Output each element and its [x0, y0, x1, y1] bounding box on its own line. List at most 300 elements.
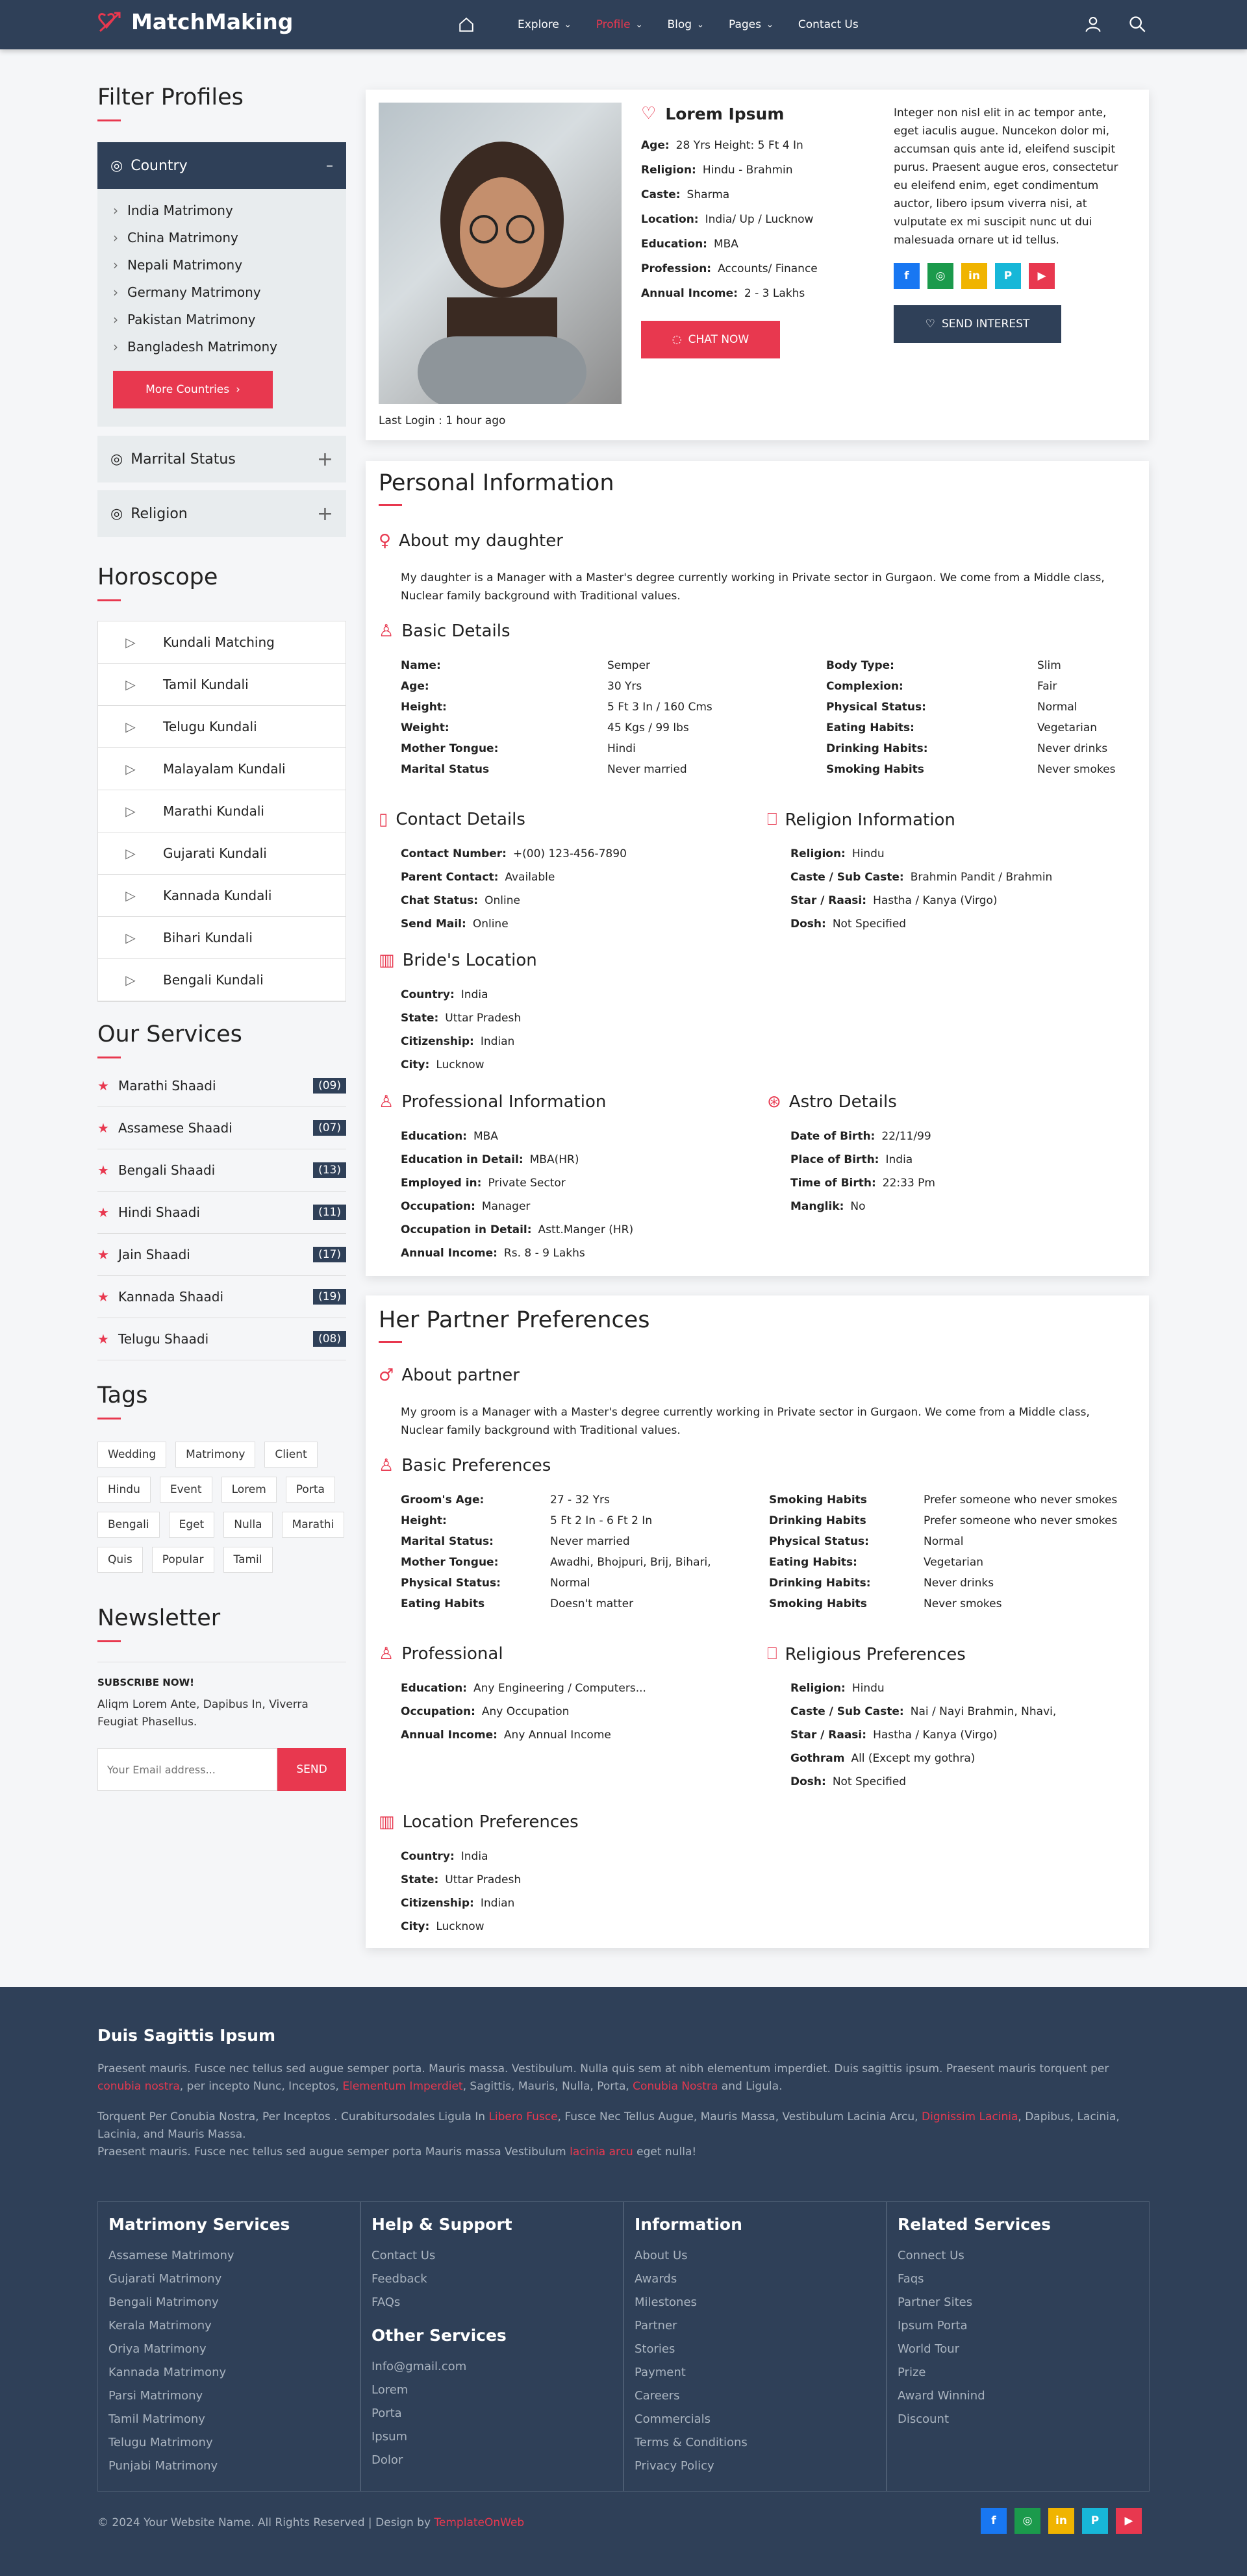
field-value: Rs. 8 - 9 Lakhs [503, 1247, 585, 1260]
field-key: Name: [401, 659, 441, 672]
horoscope-item[interactable] [98, 832, 346, 875]
field-value: MBA(HR) [529, 1153, 579, 1166]
accordion-marital-status[interactable]: ◎ Marrital Status + [97, 436, 346, 482]
info-row [790, 1153, 935, 1177]
service-label: Hindi Shaadi [118, 1205, 200, 1220]
field-value: Slim [1037, 659, 1061, 672]
service-count: (11) [313, 1205, 346, 1220]
field-key: Height: [401, 701, 447, 714]
info-row [401, 1058, 521, 1082]
tag-item[interactable]: Tamil [223, 1547, 273, 1573]
field-key: Caste / Sub Caste: [790, 871, 904, 884]
field-value: Never married [607, 763, 687, 776]
horoscope-item[interactable] [98, 748, 346, 790]
horoscope-label: Gujarati Kundali [163, 845, 267, 861]
info-row [401, 1682, 646, 1705]
info-row [790, 894, 1052, 918]
field-value: 22/11/99 [881, 1130, 931, 1143]
footer-link[interactable]: Kannada Matrimony [108, 2366, 227, 2379]
field-value: 30 Yrs [607, 680, 642, 693]
accordion-religion[interactable]: ◎ Religion + [97, 490, 346, 537]
country-item[interactable] [113, 333, 331, 360]
info-row [790, 918, 1052, 941]
field-key: Drinking Habits [769, 1514, 866, 1527]
country-item[interactable] [113, 251, 331, 279]
facebook-icon[interactable]: f [981, 2508, 1007, 2534]
field-value: MBA [473, 1130, 498, 1143]
personal-title: Personal Information [379, 470, 614, 496]
field-value: Normal [1037, 701, 1077, 714]
last-login: Last Login : 1 hour ago [379, 414, 506, 427]
religion-info-list [790, 847, 1052, 941]
footer-paragraph-3: Praesent mauris. Fusce nec tellus sed augue semper porta Mauris massa Vestibulum lacinia arcu eget nulla! [97, 2145, 697, 2158]
field-value: Never smokes [924, 1597, 1002, 1610]
field-value: Available [505, 871, 555, 884]
star-icon: ★ [97, 1205, 109, 1220]
footer-link[interactable]: Porta [372, 2407, 402, 2420]
email-input[interactable] [97, 1748, 277, 1791]
title-underline [97, 119, 121, 121]
horoscope-item[interactable] [98, 959, 346, 1001]
info-row [401, 1200, 633, 1223]
field-value: Any Occupation [481, 1705, 570, 1718]
horoscope-label: Bengali Kundali [163, 972, 264, 988]
info-row [401, 871, 627, 894]
footer-link[interactable]: lacinia arcu [570, 2145, 633, 2158]
service-label: Telugu Shaadi [118, 1331, 209, 1347]
religious-pref-list [790, 1682, 1056, 1799]
footer-paragraph-2: Torquent Per Conubia Nostra, Per Inceptos . Curabitursodales Ligula In Libero Fusce, Fusce Nec Tellus Augue, Mauris Massa, Vestibulum Lacinia Arcu, Dignissim Lacinia, Dapibus, Lacinia, Lacinia, and Mauris Massa. [97, 2110, 1120, 2141]
facebook-icon[interactable]: f [894, 263, 920, 289]
professional-pref-heading: ♙ Professional [379, 1644, 503, 1664]
youtube-icon[interactable]: ▶ [1116, 2508, 1142, 2534]
heart-arrow-icon [97, 10, 123, 34]
info-row [790, 1775, 1056, 1799]
field-key: Eating Habits [401, 1597, 485, 1610]
field-key: Physical Status: [769, 1535, 869, 1548]
field-value: Prefer someone who never smokes [924, 1514, 1118, 1527]
professional-info-list [401, 1130, 633, 1270]
search-icon[interactable] [1128, 15, 1146, 33]
horoscope-item[interactable] [98, 790, 346, 832]
field-key: Groom's Age: [401, 1494, 485, 1507]
field-key: Mother Tongue: [401, 1556, 499, 1569]
linkedin-icon[interactable]: in [961, 263, 987, 289]
footer-link[interactable]: Prize [898, 2366, 926, 2379]
tag-item[interactable]: Marathi [282, 1512, 345, 1538]
nav-profile[interactable]: Profile ⌄ [596, 18, 643, 31]
info-row [401, 1920, 521, 1944]
profile-summary [641, 139, 818, 312]
footer-link[interactable]: Privacy Policy [635, 2459, 714, 2473]
footer-link[interactable]: Stories [635, 2342, 675, 2356]
country-item[interactable] [113, 197, 331, 224]
info-row [790, 1752, 1056, 1775]
tag-item[interactable]: Eget [169, 1512, 215, 1538]
religious-pref-heading: ⎕ Religious Preferences [767, 1644, 966, 1664]
service-label: Assamese Shaadi [118, 1120, 233, 1136]
field-value: MBA [713, 238, 738, 251]
field-key: Send Mail: [401, 918, 466, 931]
service-item[interactable] [97, 1234, 346, 1276]
field-value: Uttar Pradesh [445, 1012, 522, 1025]
info-row [401, 988, 521, 1012]
info-row [790, 1682, 1056, 1705]
info-row [401, 1729, 646, 1752]
info-row [401, 1705, 646, 1729]
field-key: Education: [641, 238, 707, 251]
field-key: Gothram [790, 1752, 845, 1765]
astro-details-list [790, 1130, 935, 1223]
profile-field [641, 164, 818, 188]
country-item[interactable] [113, 306, 331, 333]
info-row [401, 1153, 633, 1177]
heart-icon[interactable]: ♡ [641, 104, 657, 123]
info-row [401, 847, 627, 871]
footer-link[interactable]: Feedback [372, 2272, 427, 2286]
designer-link[interactable]: TemplateOnWeb [434, 2516, 525, 2529]
more-countries-button[interactable]: More Countries › [113, 371, 273, 408]
field-key: Star / Raasi: [790, 1729, 867, 1742]
country-item[interactable] [113, 224, 331, 251]
field-key: State: [401, 1012, 439, 1025]
field-value: Hastha / Kanya (Virgo) [873, 894, 998, 907]
footer-link[interactable]: Punjabi Matrimony [108, 2459, 218, 2473]
footer-link[interactable]: Conubia Nostra [633, 2080, 718, 2093]
tag-item[interactable]: Bengali [97, 1512, 160, 1538]
field-value: Brahmin Pandit / Brahmin [910, 871, 1053, 884]
field-key: Religion: [790, 847, 846, 860]
field-value: Hindi [607, 742, 636, 755]
field-value: Indian [480, 1897, 515, 1910]
field-value: Semper [607, 659, 651, 672]
field-key: Location: [641, 213, 699, 226]
footer-col-information: Information About Us Awards Milestones Partner Stories Payment Careers Commercials Terms & Conditions Privacy Policy [624, 2201, 887, 2492]
field-value: Indian [480, 1035, 515, 1048]
footer-link[interactable]: About Us [635, 2249, 688, 2262]
footer-link[interactable]: Payment [635, 2366, 686, 2379]
footer-link[interactable]: Milestones [635, 2295, 697, 2309]
field-key: Citizenship: [401, 1897, 474, 1910]
send-interest-button[interactable]: ♡ SEND INTEREST [894, 305, 1061, 343]
tag-item[interactable]: Matrimony [175, 1442, 255, 1468]
field-value: Hindu - Brahmin [702, 164, 793, 177]
footer-link[interactable]: Parsi Matrimony [108, 2389, 203, 2403]
field-key: Country: [401, 988, 455, 1001]
newsletter-title: Newsletter [97, 1605, 221, 1631]
footer-col-related: Related Services Connect Us Faqs Partner Sites Ipsum Porta World Tour Prize Award Winnind Discount [887, 2201, 1150, 2492]
info-row [790, 1177, 935, 1200]
footer-link[interactable]: Assamese Matrimony [108, 2249, 234, 2262]
field-key: Parent Contact: [401, 871, 499, 884]
field-value: Uttar Pradesh [445, 1873, 522, 1886]
service-item[interactable] [97, 1318, 346, 1360]
field-key: Time of Birth: [790, 1177, 876, 1190]
country-label: Bangladesh Matrimony [127, 339, 277, 355]
chevron-right-icon: › [113, 203, 118, 218]
field-key: Education in Detail: [401, 1153, 523, 1166]
field-key: Date of Birth: [790, 1130, 875, 1143]
footer-link[interactable]: Contact Us [372, 2249, 436, 2262]
footer-link[interactable]: Careers [635, 2389, 680, 2403]
footer-link[interactable]: conubia nostra [97, 2080, 180, 2093]
info-row [401, 1130, 633, 1153]
pinterest-icon[interactable]: P [1082, 2508, 1108, 2534]
info-row [790, 1200, 935, 1223]
nav-blog[interactable]: Blog ⌄ [667, 18, 704, 31]
field-value: Hindu [851, 1682, 885, 1695]
footer-link[interactable]: Faqs [898, 2272, 924, 2286]
footer-link[interactable]: Libero Fusce [488, 2110, 558, 2123]
footer-link[interactable]: Dolor [372, 2453, 403, 2467]
filter-title: Filter Profiles [97, 84, 244, 110]
footer-link[interactable]: Lorem [372, 2383, 409, 2397]
about-partner-heading: ♂ About partner [379, 1366, 520, 1385]
service-count: (13) [313, 1162, 346, 1178]
horoscope-label: Tamil Kundali [163, 677, 249, 692]
footer-col-matrimony: Matrimony Services Assamese Matrimony Gujarati Matrimony Bengali Matrimony Kerala Matrimony Oriya Matrimony Kannada Matrimony Parsi Matrimony Tamil Matrimony Telugu Matrimony Punjabi Matrimony [97, 2201, 360, 2492]
field-key: Height: [401, 1514, 447, 1527]
chevron-right-icon: › [113, 312, 118, 327]
info-row [401, 1223, 633, 1247]
service-label: Marathi Shaadi [118, 1078, 216, 1094]
lifebuoy-icon: ⊛ [767, 1092, 781, 1112]
star-icon: ★ [97, 1162, 109, 1178]
field-value: India [885, 1153, 913, 1166]
field-key: Dosh: [790, 1775, 826, 1788]
field-value: Accounts/ Finance [718, 262, 818, 275]
footer-link[interactable]: Awards [635, 2272, 677, 2286]
field-key: Occupation in Detail: [401, 1223, 532, 1236]
field-value: Fair [1037, 680, 1057, 693]
service-item[interactable] [97, 1065, 346, 1107]
contact-details-heading: ▯ Contact Details [379, 810, 525, 829]
services-title: Our Services [97, 1021, 242, 1047]
field-value: India [460, 1850, 488, 1863]
youtube-icon[interactable]: ▶ [1029, 263, 1055, 289]
horoscope-label: Bihari Kundali [163, 930, 253, 945]
nav-home[interactable] [458, 16, 475, 33]
bride-location-list [401, 988, 521, 1082]
service-item[interactable] [97, 1107, 346, 1149]
play-icon: ▷ [125, 719, 136, 734]
field-value: 28 Yrs Height: 5 Ft 4 In [675, 139, 803, 152]
horoscope-item[interactable] [98, 875, 346, 917]
play-icon: ▷ [125, 761, 136, 777]
user-icon[interactable] [1084, 15, 1102, 33]
field-value: Nai / Nayi Brahmin, Nhavi, [910, 1705, 1057, 1718]
info-row [401, 918, 627, 941]
tag-item[interactable]: Quis [97, 1547, 143, 1573]
field-key: Citizenship: [401, 1035, 474, 1048]
horoscope-label: Marathi Kundali [163, 803, 264, 819]
play-icon: ▷ [125, 888, 136, 903]
field-key: Annual Income: [401, 1729, 498, 1742]
country-label: Germany Matrimony [127, 284, 261, 300]
tag-item[interactable]: Wedding [97, 1442, 166, 1468]
home-icon [458, 16, 475, 33]
service-count: (17) [313, 1247, 346, 1262]
title-underline [97, 1640, 121, 1642]
field-key: Employed in: [401, 1177, 482, 1190]
tag-cloud [97, 1442, 346, 1573]
field-key: Smoking Habits [826, 763, 924, 776]
chevron-down-icon: ⌄ [766, 19, 774, 30]
footer-link[interactable]: Discount [898, 2412, 950, 2426]
footer-link[interactable]: Kerala Matrimony [108, 2319, 212, 2332]
instagram-icon[interactable]: ◎ [927, 263, 953, 289]
footer-link[interactable]: Oriya Matrimony [108, 2342, 207, 2356]
field-key: Profession: [641, 262, 712, 275]
field-value: Sharma [686, 188, 730, 201]
plus-icon: + [316, 447, 333, 471]
chat-now-button[interactable]: ◌ CHAT NOW [641, 321, 780, 358]
footer-link[interactable]: Ipsum [372, 2430, 408, 2444]
partner-title: Her Partner Preferences [379, 1307, 650, 1333]
phone-icon: ▯ [379, 810, 388, 829]
info-row [401, 1897, 521, 1920]
footer-link[interactable]: Partner [635, 2319, 677, 2332]
info-row [401, 1012, 521, 1035]
field-value: Never drinks [924, 1577, 994, 1590]
profile-field [641, 188, 818, 213]
field-value: All (Except my gothra) [851, 1752, 976, 1765]
footer-paragraph-1: Praesent mauris. Fusce nec tellus sed augue semper porta. Mauris massa. Vestibulum. Nulla quis sem at nibh elementum imperdiet. Duis sagittis ipsum. Praesent mauris torquent per conubia nostra, per incepto Nunc, Inceptos, Elementum Imperdiet, Sagittis, Mauris, Nulla, Porta, Conubia Nostra and Ligula. [97, 2062, 1109, 2093]
horoscope-list [97, 621, 346, 1002]
footer-link[interactable]: Gujarati Matrimony [108, 2272, 222, 2286]
footer-link[interactable]: Connect Us [898, 2249, 964, 2262]
horoscope-title: Horoscope [97, 564, 218, 590]
bride-location-heading: ▥ Bride's Location [379, 951, 537, 970]
check-circle-icon: ◎ [110, 505, 123, 522]
horoscope-item[interactable] [98, 664, 346, 706]
field-key: Complexion: [826, 680, 903, 693]
tag-item[interactable]: Nulla [223, 1512, 272, 1538]
nav-contact[interactable]: Contact Us [798, 18, 859, 31]
linkedin-icon[interactable]: in [1048, 2508, 1074, 2534]
star-icon: ★ [97, 1289, 109, 1305]
footer-link[interactable]: Ipsum Porta [898, 2319, 968, 2332]
nav-pages[interactable]: Pages ⌄ [728, 18, 774, 31]
footer-link[interactable]: Info@gmail.com [372, 2360, 467, 2373]
country-label: China Matrimony [127, 230, 238, 245]
field-value: Private Sector [488, 1177, 566, 1190]
basic-details-right [826, 659, 1141, 776]
field-value: Normal [550, 1577, 590, 1590]
play-icon: ▷ [125, 845, 136, 861]
footer-link[interactable]: Bengali Matrimony [108, 2295, 219, 2309]
service-count: (19) [313, 1289, 346, 1305]
chat-icon: ◌ [672, 333, 682, 346]
service-item[interactable] [97, 1149, 346, 1192]
tag-item[interactable]: Event [160, 1477, 212, 1503]
field-value: No [850, 1200, 866, 1213]
horoscope-item[interactable] [98, 706, 346, 748]
basic-details-left [401, 659, 796, 776]
user-icon: ♙ [379, 1644, 394, 1664]
footer-link[interactable]: World Tour [898, 2342, 960, 2356]
country-item[interactable] [113, 279, 331, 306]
pinterest-icon[interactable]: P [995, 263, 1021, 289]
newsletter-text: Aliqm Lorem Ante, Dapibus In, Viverra Feugiat Phasellus. [97, 1698, 309, 1729]
sidebar [97, 84, 346, 1791]
footer-link[interactable]: Award Winnind [898, 2389, 985, 2403]
field-value: Online [472, 918, 509, 931]
tag-item[interactable]: Lorem [221, 1477, 277, 1503]
accordion-country[interactable]: ◎ Country – [97, 142, 346, 189]
service-count: (09) [313, 1078, 346, 1094]
field-value: 5 Ft 3 In / 160 Cms [607, 701, 712, 714]
basic-preferences-heading: ♙ Basic Preferences [379, 1456, 551, 1475]
footer-link[interactable]: Commercials [635, 2412, 711, 2426]
field-value: Manager [481, 1200, 531, 1213]
field-key: Drinking Habits: [769, 1577, 871, 1590]
footer-link[interactable]: Elementum Imperdiet [342, 2080, 463, 2093]
field-key: Marital Status [401, 763, 490, 776]
field-value: Vegetarian [924, 1556, 984, 1569]
professional-info-heading: ♙ Professional Information [379, 1092, 607, 1112]
profile-field [641, 139, 818, 164]
tag-item[interactable]: Popular [152, 1547, 214, 1573]
footer-link[interactable]: Tamil Matrimony [108, 2412, 205, 2426]
map-icon: ▥ [379, 951, 395, 970]
field-value: Any Annual Income [503, 1729, 611, 1742]
field-value: Doesn't matter [550, 1597, 634, 1610]
field-key: Chat Status: [401, 894, 479, 907]
service-item[interactable] [97, 1276, 346, 1318]
field-key: Religion: [790, 1682, 846, 1695]
send-button[interactable]: SEND [277, 1748, 346, 1791]
about-daughter-text: My daughter is a Manager with a Master's degree currently working in Private sector in Gurgaon. We come from a Middle class, Nuclear family background with Traditional values. [401, 571, 1105, 603]
title-underline [97, 1418, 121, 1419]
field-key: Education: [401, 1682, 467, 1695]
field-key: City: [401, 1058, 430, 1071]
contact-details-list [401, 847, 627, 941]
field-key: Age: [641, 139, 670, 152]
footer-link[interactable]: Telugu Matrimony [108, 2436, 213, 2449]
brand-logo[interactable] [97, 9, 293, 34]
tag-item[interactable]: Porta [286, 1477, 335, 1503]
chevron-down-icon: ⌄ [635, 19, 643, 30]
footer-link[interactable]: FAQs [372, 2295, 401, 2309]
footer-link[interactable]: Partner Sites [898, 2295, 973, 2309]
tag-item[interactable]: Client [264, 1442, 317, 1468]
play-icon: ▷ [125, 634, 136, 650]
chevron-right-icon: › [113, 257, 118, 273]
tag-item[interactable]: Hindu [97, 1477, 151, 1503]
star-icon: ★ [97, 1120, 109, 1136]
nav-explore[interactable]: Explore ⌄ [518, 18, 572, 31]
horoscope-label: Malayalam Kundali [163, 761, 286, 777]
service-item[interactable] [97, 1192, 346, 1234]
field-value: Never drinks [1037, 742, 1108, 755]
profile-name: Lorem Ipsum [665, 104, 785, 123]
horoscope-item[interactable] [98, 621, 346, 664]
footer [0, 1987, 1247, 2576]
footer-link[interactable]: Terms & Conditions [635, 2436, 748, 2449]
plus-icon: + [316, 502, 333, 525]
field-key: Age: [401, 680, 429, 693]
heart-icon: ♡ [925, 318, 935, 331]
field-key: Star / Raasi: [790, 894, 867, 907]
horoscope-item[interactable] [98, 917, 346, 959]
field-key: Annual Income: [401, 1247, 498, 1260]
footer-link[interactable]: Dignissim Lacinia [922, 2110, 1018, 2123]
subscribe-label: SUBSCRIBE NOW! [97, 1677, 194, 1688]
instagram-icon[interactable]: ◎ [1014, 2508, 1040, 2534]
country-list [97, 189, 346, 427]
partner-preferences-card [366, 1295, 1149, 1948]
